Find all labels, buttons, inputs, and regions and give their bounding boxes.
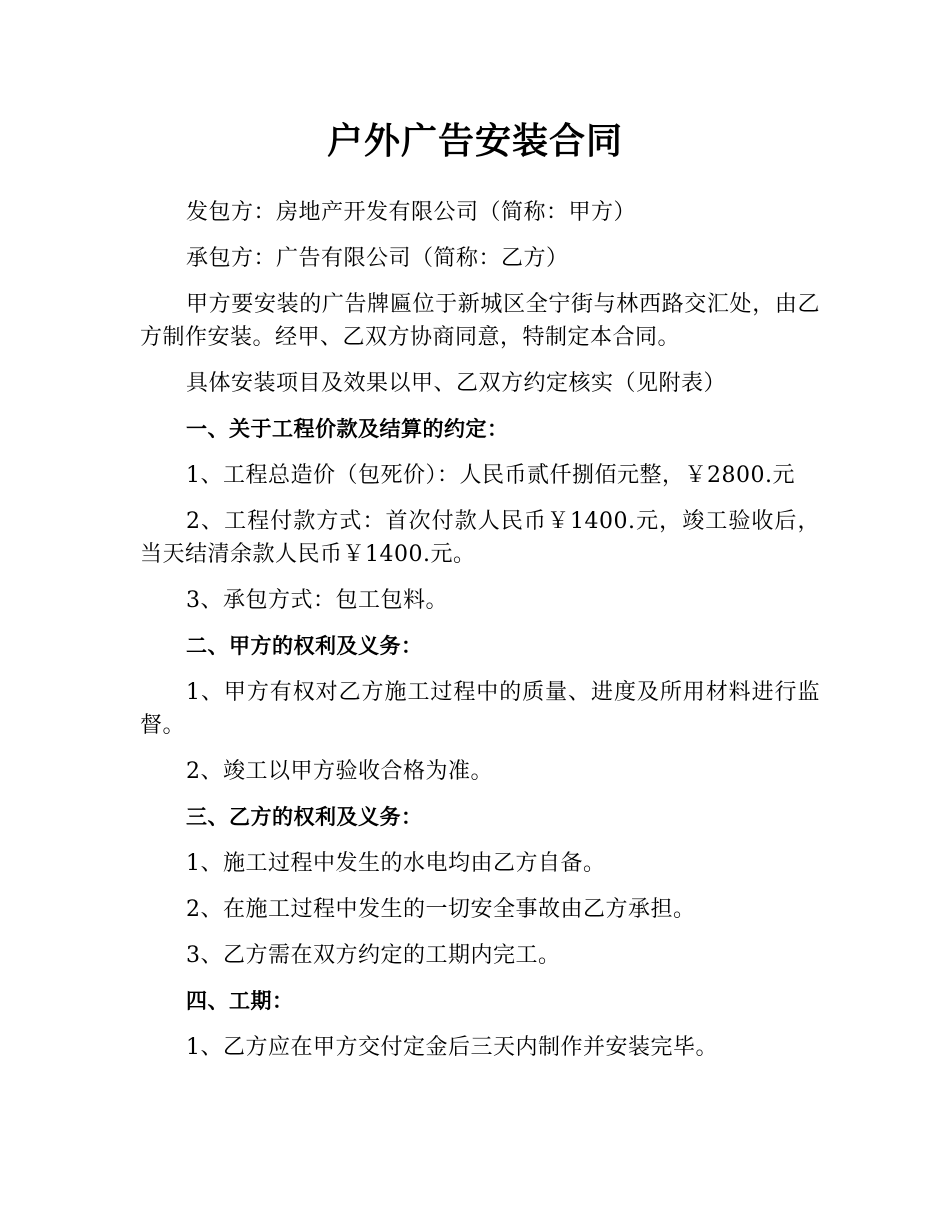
- section-heading-schedule: 四、工期：: [186, 989, 294, 1013]
- clause-supervision: 1、甲方有权对乙方施工过程中的质量、进度及所用材料进行监督。: [140, 680, 820, 738]
- party-a-line: 发包方：房地产开发有限公司（简称：甲方）: [186, 200, 637, 225]
- section-heading-party-b: 三、乙方的权利及义务：: [186, 805, 423, 829]
- clause-contract-method: 3、承包方式：包工包料。: [186, 588, 448, 613]
- document-title: 户外广告安装合同: [326, 121, 623, 162]
- intro-paragraph: 甲方要安装的广告牌匾位于新城区全宁街与林西路交汇处，由乙方制作安装。经甲、乙双方协商同意，特制定本合同。: [140, 292, 820, 350]
- section-heading-price: 一、关于工程价款及结算的约定：: [186, 417, 509, 441]
- contract-body: [140, 196, 820, 1077]
- section-heading-party-a: 二、甲方的权利及义务：: [186, 634, 423, 658]
- clause-acceptance: 2、竣工以甲方验收合格为准。: [186, 759, 493, 784]
- clause-payment-method: 2、工程付款方式：首次付款人民币￥1400.元，竣工验收后，当天结清余款人民币￥1400.元。: [140, 509, 820, 567]
- project-scope-paragraph: 具体安装项目及效果以甲、乙双方约定核实（见附表）: [186, 371, 727, 396]
- clause-safety: 2、在施工过程中发生的一切安全事故由乙方承担。: [186, 897, 696, 922]
- party-b-line: 承包方：广告有限公司（简称：乙方）: [186, 246, 569, 271]
- clause-total-price: 1、工程总造价（包死价）：人民币贰仟捌佰元整，￥2800.元: [186, 463, 795, 488]
- clause-deadline: 3、乙方需在双方约定的工期内完工。: [186, 943, 561, 968]
- clause-completion-time: 1、乙方应在甲方交付定金后三天内制作并安装完毕。: [186, 1035, 718, 1060]
- clause-utilities: 1、施工过程中发生的水电均由乙方自备。: [186, 851, 606, 876]
